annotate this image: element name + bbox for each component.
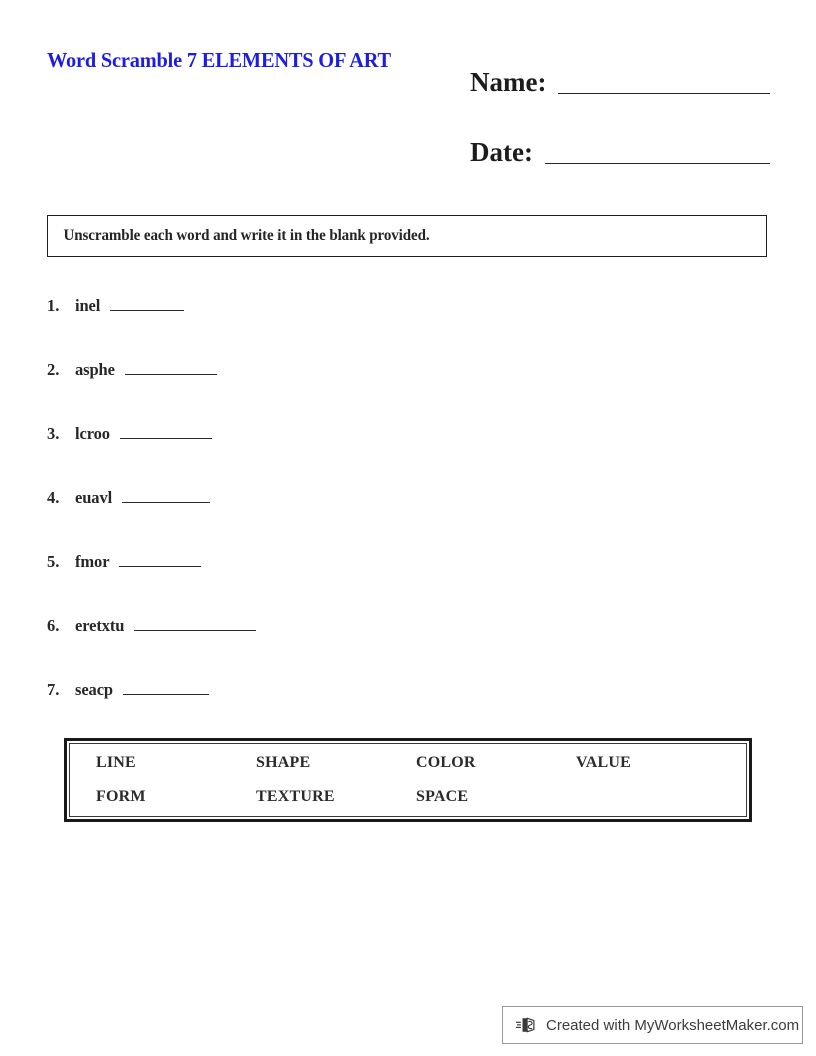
question-number: 3.	[47, 424, 60, 443]
scrambled-word: fmor	[75, 552, 110, 571]
date-input-line[interactable]	[545, 162, 770, 164]
word-bank-row	[96, 788, 746, 822]
question-number: 4.	[47, 488, 60, 507]
scrambled-word: asphe	[75, 360, 115, 379]
footer-badge[interactable]	[502, 1006, 803, 1044]
name-row	[470, 50, 770, 98]
worksheet-maker-logo-icon	[515, 1014, 537, 1036]
scrambled-word: eretxtu	[75, 616, 125, 635]
answer-blank[interactable]	[134, 618, 256, 631]
question-number: 6.	[47, 616, 60, 635]
word-bank-inner	[69, 743, 747, 817]
word-bank-word: COLOR	[416, 754, 476, 771]
date-row	[470, 120, 770, 168]
footer-text: Created with MyWorksheetMaker.com	[546, 1016, 800, 1034]
question-number: 2.	[47, 360, 60, 379]
question-row	[47, 616, 547, 680]
name-date-block	[470, 50, 770, 168]
question-row	[47, 424, 547, 488]
scrambled-word: lcroo	[75, 424, 110, 443]
word-bank-word: FORM	[96, 788, 146, 805]
question-number: 5.	[47, 552, 60, 571]
word-bank-word: VALUE	[576, 754, 631, 771]
scrambled-word: euavl	[75, 488, 113, 507]
instruction-box	[47, 215, 767, 257]
question-number: 1.	[47, 296, 60, 315]
name-label: Name:	[470, 67, 547, 97]
question-number: 7.	[47, 680, 60, 699]
question-row	[47, 552, 547, 616]
page-title: Word Scramble 7 ELEMENTS OF ART	[47, 48, 391, 72]
answer-blank[interactable]	[119, 554, 201, 567]
answer-blank[interactable]	[123, 682, 209, 695]
word-bank-box	[64, 738, 752, 822]
instruction-text: Unscramble each word and write it in the blank provided.	[63, 227, 430, 244]
scrambled-word: seacp	[75, 680, 113, 699]
question-list	[47, 296, 547, 744]
question-row	[47, 680, 547, 744]
date-label: Date:	[470, 137, 533, 167]
question-row	[47, 488, 547, 552]
question-row	[47, 360, 547, 424]
word-bank-word: SPACE	[416, 788, 469, 805]
word-bank-word: TEXTURE	[256, 788, 335, 805]
scrambled-word: inel	[75, 296, 101, 315]
answer-blank[interactable]	[120, 426, 212, 439]
name-input-line[interactable]	[558, 92, 770, 94]
word-bank-row	[96, 754, 746, 788]
question-row	[47, 296, 547, 360]
answer-blank[interactable]	[110, 298, 184, 311]
word-bank-word: SHAPE	[256, 754, 311, 771]
answer-blank[interactable]	[125, 362, 217, 375]
word-bank-word: LINE	[96, 754, 136, 771]
answer-blank[interactable]	[122, 490, 210, 503]
